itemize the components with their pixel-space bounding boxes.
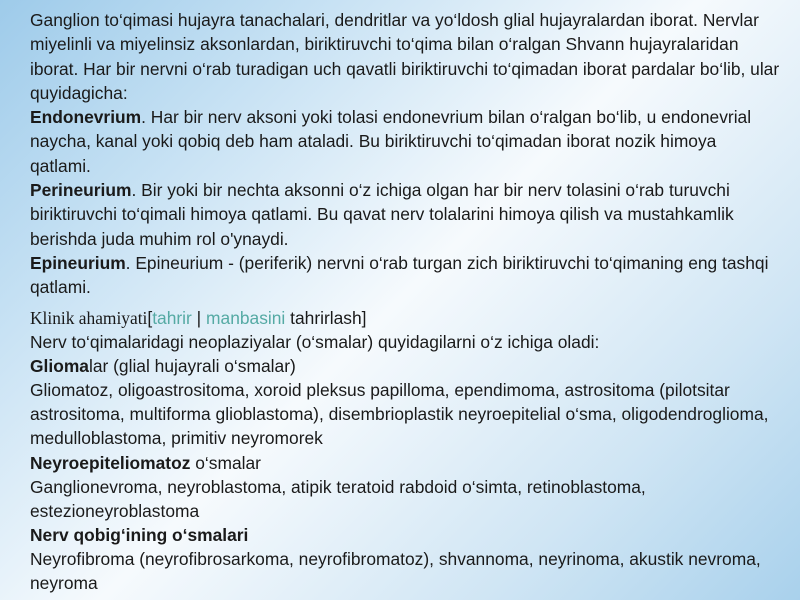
layer-term: Endonevrium	[30, 107, 142, 128]
clinical-intro: Nerv to‘qimalaridagi neoplaziyalar (o‘smalar) quyidagilarni o‘z ichiga oladi:	[30, 332, 600, 353]
tumor-group-heading	[30, 523, 785, 547]
layer-epineurium	[30, 251, 780, 300]
layer-perineurium	[30, 178, 780, 251]
clinical-section	[30, 306, 785, 595]
edit-link[interactable]: tahrir	[152, 308, 192, 328]
group-bold: Neyroepiteliomatoz	[30, 452, 191, 473]
tumor-group-heading	[30, 354, 785, 378]
section-heading: Klinik ahamiyati	[30, 308, 148, 328]
edit-source-link[interactable]: manbasini	[206, 308, 286, 328]
group-rest: o‘smalar	[190, 452, 261, 473]
layer-description: . Epineurium - (periferik) nervni o‘rab turgan zich biriktiruvchi to‘qimaning eng tashqi qatlami.	[30, 252, 769, 298]
group-bold: Nerv qobig‘ining o‘smalari	[30, 524, 249, 545]
group-bold: Glioma	[30, 356, 89, 377]
intro-paragraph: Ganglion to‘qimasi hujayra tanachalari, dendritlar va yo‘ldosh glial hujayralardan iborat. Nervlar miyelinli va miyelinsiz aksonlardan, biriktiruvchi to‘qima bilan o‘ralgan Shvann hujayralaridan iborat. Har bir nervni o‘rab turadigan uch qavatli biriktiruvchi to‘qimadan iborat pardalar bo‘lib, ular quyidagicha:	[30, 10, 780, 103]
layer-endoneurium	[30, 105, 780, 178]
link-separator: |	[191, 308, 207, 328]
bracket-close: ]	[361, 308, 367, 328]
edit-source-rest: tahrirlash	[285, 308, 362, 328]
layer-term: Perineurium	[30, 180, 132, 201]
tumor-group-items: Ganglionevroma, neyroblastoma, atipik teratoid rabdoid o‘simta, retinoblastoma, estezioneyroblastoma	[30, 476, 646, 521]
bracket-open: [	[147, 308, 153, 328]
group-rest: lar (glial hujayrali o‘smalar)	[88, 356, 296, 377]
tumor-group-heading	[30, 451, 785, 475]
tumor-group-items: Neyrofibroma (neyrofibrosarkoma, neyrofibromatoz), shvannoma, neyrinoma, akustik nevroma, neyroma	[30, 548, 761, 594]
layer-term: Epineurium	[30, 252, 126, 273]
clinical-heading-line	[30, 306, 785, 330]
layer-description: . Bir yoki bir nechta aksonni o‘z ichiga olgan har bir nerv tolasini o‘rab turuvchi biriktiruvchi to‘qimali himoya qatlami. Bu qavat nerv tolalarini himoya qilish va mustahkamlik berishda juda muhim rol o'ynaydi.	[30, 180, 734, 249]
layer-description: . Har bir nerv aksoni yoki tolasi endonevrium bilan o‘ralgan bo‘lib, u endonevrial naycha, kanal yoki qobiq deb ham ataladi. Bu biriktiruvchi to‘qimadan iborat nozik himoya qatlami.	[30, 107, 752, 176]
nerve-layers-section	[30, 8, 780, 300]
tumor-group-items: Gliomatoz, oligoastrositoma, xoroid pleksus papilloma, ependimoma, astrositoma (pilotsitar astrositoma, multiforma glioblastoma), disembrioplastik neyroepitelial o‘sma, oligodendroglioma, medulloblastoma, primitiv neyromorek	[30, 380, 769, 449]
